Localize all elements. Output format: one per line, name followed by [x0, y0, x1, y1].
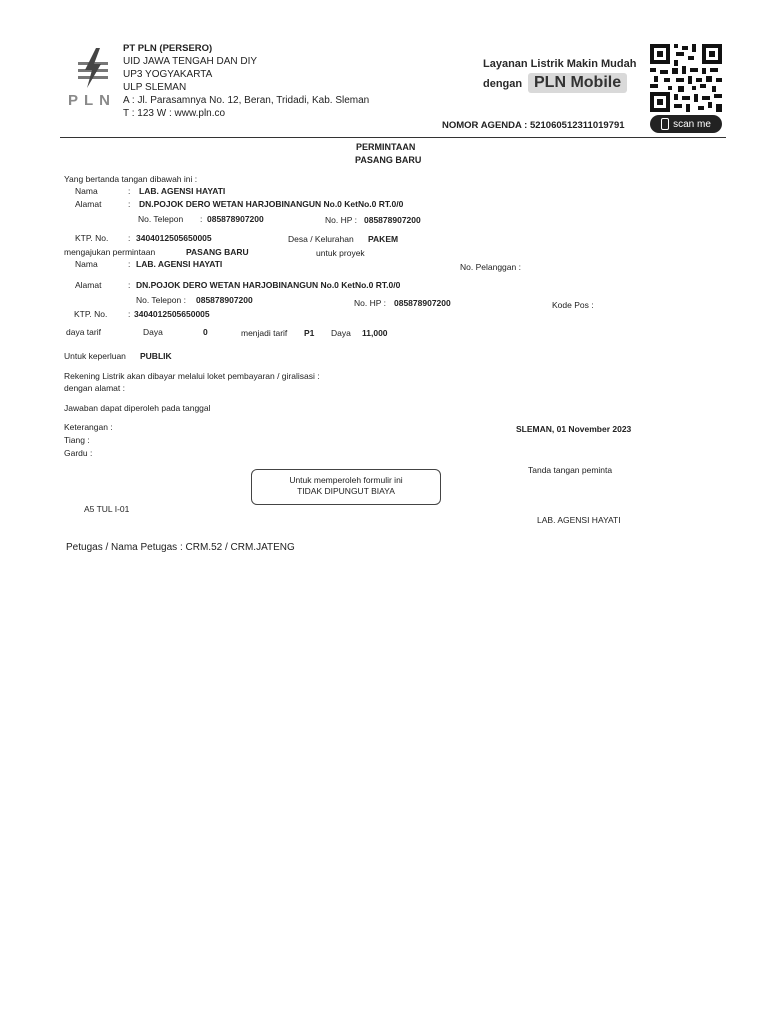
- notice-line-1: Untuk memperoleh formulir ini: [289, 475, 403, 485]
- signer-name: LAB. AGENSI HAYATI: [537, 515, 621, 525]
- colon: :: [128, 233, 131, 243]
- alamat-value: DN.POJOK DERO WETAN HARJOBINANGUN No.0 KetNo.0 RT.0/0: [139, 199, 404, 209]
- mengajukan-value: PASANG BARU: [186, 247, 249, 257]
- petugas-line: Petugas / Nama Petugas : CRM.52 / CRM.JATENG: [66, 542, 295, 553]
- scan-me-label: scan me: [673, 118, 711, 130]
- rekening-text: Rekening Listrik akan dibayar melalui loket pembayaran / giralisasi :: [64, 371, 320, 381]
- colon: :: [128, 199, 131, 209]
- hp-value: 085878907200: [364, 215, 421, 225]
- ktp-value: 3404012505650005: [136, 233, 212, 243]
- hp2-value: 085878907200: [394, 298, 451, 308]
- menjadi-label: menjadi tarif: [241, 328, 288, 338]
- alamat2-value: DN.POJOK DERO WETAN HARJOBINANGUN No.0 KetNo.0 RT.0/0: [136, 280, 401, 290]
- keperluan-label: Untuk keperluan: [64, 351, 126, 361]
- desa-value: PAKEM: [368, 234, 399, 244]
- colon: :: [128, 309, 131, 319]
- desa-label: Desa / Kelurahan: [288, 234, 354, 244]
- pln-lightning-icon: [76, 48, 110, 88]
- daya2-label: Daya: [331, 328, 351, 338]
- mengajukan-label: mengajukan permintaan: [64, 247, 156, 257]
- jawaban-text: Jawaban dapat diperoleh pada tanggal: [64, 403, 211, 413]
- promo-line-2: dengan: [483, 78, 523, 90]
- alamat-label: Alamat: [75, 199, 102, 209]
- telp-value: 085878907200: [207, 214, 264, 224]
- daya-label: Daya: [143, 327, 163, 337]
- place-date: SLEMAN, 01 November 2023: [516, 424, 632, 434]
- gardu-label: Gardu :: [64, 448, 93, 458]
- pln-logo-word: PLN: [68, 92, 116, 109]
- tarif-value: P1: [304, 328, 315, 338]
- doc-title-line1: PERMINTAAN: [356, 142, 416, 152]
- office-address: A : Jl. Parasamnya No. 12, Beran, Tridadi, Kab. Sleman: [123, 95, 370, 106]
- nama2-value: LAB. AGENSI HAYATI: [136, 259, 223, 269]
- alamat2-label: Alamat: [75, 280, 102, 290]
- promo-line-1: Layanan Listrik Makin Mudah: [483, 58, 637, 70]
- telp2-value: 085878907200: [196, 295, 253, 305]
- scan-me-badge: [650, 115, 722, 133]
- notice-line-2: TIDAK DIPUNGUT BIAYA: [297, 486, 395, 496]
- unit-up3: UP3 YOGYAKARTA: [123, 69, 213, 80]
- colon: :: [128, 280, 131, 290]
- alamat-bayar: dengan alamat :: [64, 383, 125, 393]
- free-form-notice: [251, 469, 441, 505]
- keterangan-label: Keterangan :: [64, 422, 113, 432]
- telp-label: No. Telepon: [138, 214, 184, 224]
- form-code: A5 TUL I-01: [84, 504, 130, 514]
- kodepos-label: Kode Pos :: [552, 300, 594, 310]
- tiang-label: Tiang :: [64, 435, 90, 445]
- nama-label: Nama: [75, 186, 98, 196]
- agenda-number: NOMOR AGENDA : 521060512311019791: [442, 120, 625, 131]
- unit-ulp: ULP SLEMAN: [123, 82, 187, 93]
- proyek-label: untuk proyek: [316, 248, 365, 258]
- ktp-label: KTP. No.: [75, 233, 109, 243]
- pelanggan-label: No. Pelanggan :: [460, 262, 521, 272]
- company-name: PT PLN (PERSERO): [123, 43, 213, 54]
- colon: :: [200, 214, 203, 224]
- office-contact: T : 123 W : www.pln.co: [123, 108, 226, 119]
- doc-title-line2: PASANG BARU: [355, 155, 422, 165]
- colon: :: [128, 186, 131, 196]
- header-divider: [60, 137, 726, 138]
- colon: :: [128, 259, 131, 269]
- pln-mobile-badge: PLN Mobile: [528, 73, 627, 93]
- ktp2-label: KTP. No.: [74, 309, 108, 319]
- hp2-label: No. HP :: [354, 298, 386, 308]
- nama-value: LAB. AGENSI HAYATI: [139, 186, 226, 196]
- daya-value: 0: [203, 327, 208, 337]
- tarif-label: daya tarif: [66, 327, 101, 337]
- signature-label: Tanda tangan peminta: [528, 465, 613, 475]
- daya2-value: 11,000: [362, 328, 388, 338]
- ktp2-value: 3404012505650005: [134, 309, 210, 319]
- unit-uid: UID JAWA TENGAH DAN DIY: [123, 56, 258, 67]
- nama2-label: Nama: [75, 259, 98, 269]
- telp2-label: No. Telepon :: [136, 295, 186, 305]
- qr-code-icon: [650, 44, 722, 112]
- phone-icon: [661, 118, 669, 130]
- keperluan-value: PUBLIK: [140, 351, 172, 361]
- hp-label: No. HP :: [325, 215, 357, 225]
- intro-text: Yang bertanda tangan dibawah ini :: [64, 174, 198, 184]
